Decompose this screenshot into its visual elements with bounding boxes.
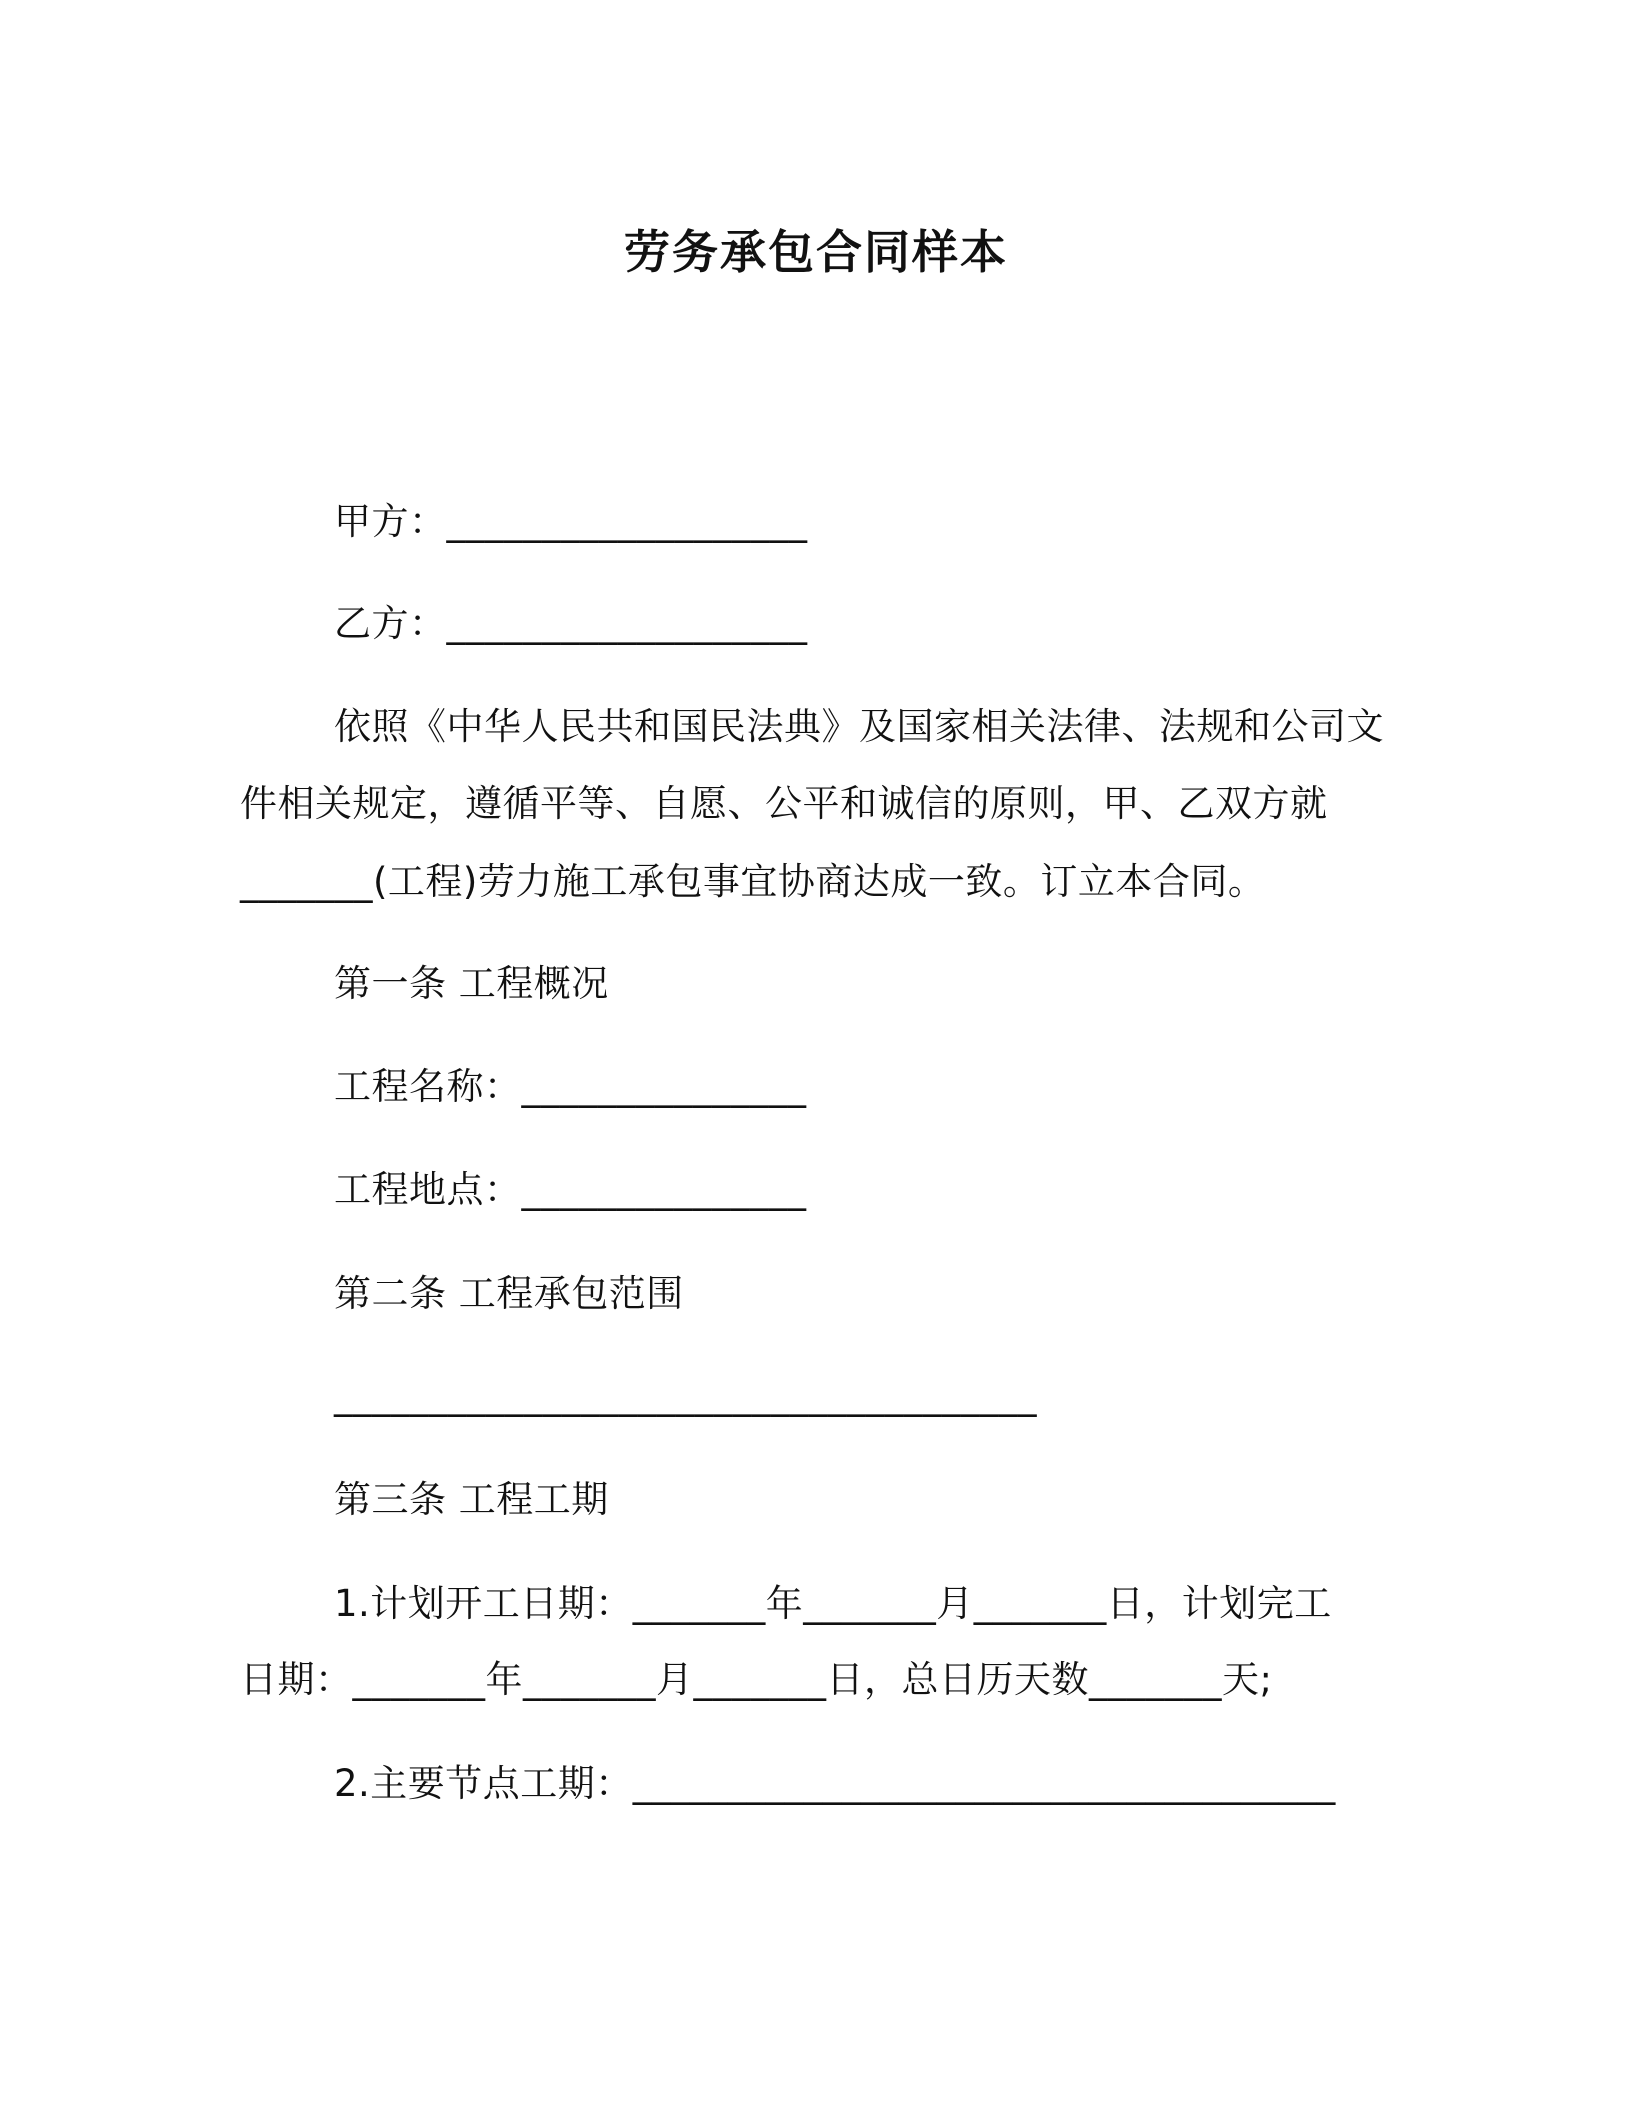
article-1-heading: 第一条 工程概况: [334, 962, 609, 1005]
party-b-line: 乙方：___________________: [334, 602, 808, 645]
article-2-heading: 第二条 工程承包范围: [334, 1272, 684, 1315]
project-name-line: 工程名称：_______________: [334, 1065, 807, 1108]
milestone-line: 2.主要节点工期：_____________________________________: [334, 1762, 1336, 1805]
project-location-line: 工程地点：_______________: [334, 1168, 807, 1211]
preamble-line-3: _______(工程)劳力施工承包事宜协商达成一致。订立本合同。: [240, 860, 1266, 903]
preamble-line-2: 件相关规定，遵循平等、自愿、公平和诚信的原则，甲、乙双方就: [240, 782, 1328, 825]
schedule-line-1: 1.计划开工日期：_______年_______月_______日，计划完工: [334, 1582, 1332, 1625]
article-3-heading: 第三条 工程工期: [334, 1478, 609, 1521]
schedule-line-2: 日期：_______年_______月_______日，总日历天数_______天;: [240, 1658, 1273, 1701]
party-a-line: 甲方：___________________: [334, 500, 808, 543]
document-title: 劳务承包合同样本: [624, 225, 1008, 279]
preamble-line-1: 依照《中华人民共和国民法典》及国家相关法律、法规和公司文: [334, 705, 1384, 748]
article-2-blank: _____________________________________: [334, 1374, 1037, 1417]
